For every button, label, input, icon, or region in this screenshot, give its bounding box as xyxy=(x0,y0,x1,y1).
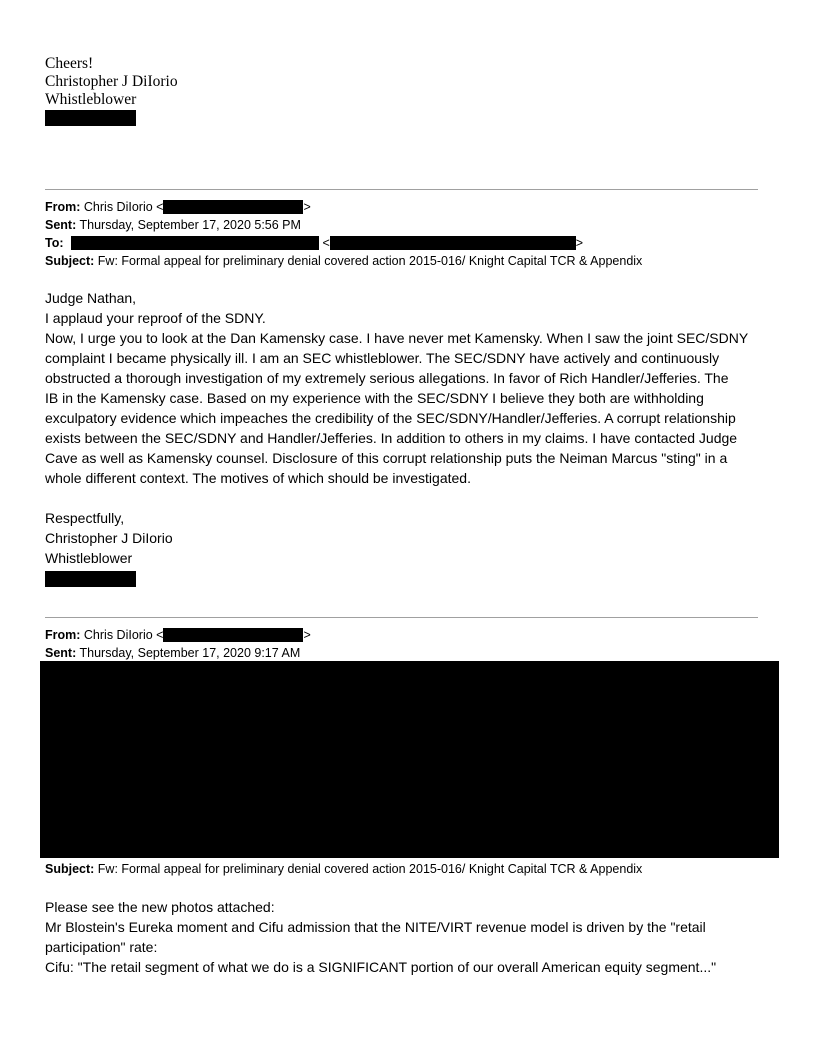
sig-title: Whistleblower xyxy=(45,550,133,566)
to-label: To: xyxy=(45,236,64,250)
body-line: IB in the Kamensky case. Based on my experience with the SEC/SDNY I believe they both are withholding xyxy=(45,390,704,406)
body-line: Cave as well as Kamensky counsel. Disclosure of this corrupt relationship puts the Neiman Marcus "sting" in a xyxy=(45,450,728,466)
from-label: From: xyxy=(45,628,81,642)
body-line: complaint I became physically ill. I am an SEC whistleblower. The SEC/SDNY have actively and continuously xyxy=(45,350,720,366)
redaction-inline xyxy=(163,628,303,642)
signature-title: Whistleblower xyxy=(45,91,137,108)
from-name: Chris DiIorio < xyxy=(83,628,164,642)
body-line: obstructed a thorough investigation of my extremely serious allegations. In favor of Rich Handler/Jefferies. The xyxy=(45,370,729,386)
body-line: Cifu: "The retail segment of what we do is a SIGNIFICANT portion of our overall American equity segment..." xyxy=(45,959,717,975)
redaction-inline xyxy=(163,200,303,214)
subject-value: Fw: Formal appeal for preliminary denial covered action 2015-016/ Knight Capital TCR & Appendix xyxy=(97,254,643,268)
subject-value: Fw: Formal appeal for preliminary denial covered action 2015-016/ Knight Capital TCR & Appendix xyxy=(97,862,643,876)
sent-label: Sent: xyxy=(45,218,77,232)
from-close: > xyxy=(303,200,311,214)
subject-label: Subject: xyxy=(45,254,95,268)
redaction-box xyxy=(45,110,136,126)
separator-rule xyxy=(45,617,758,618)
email1-to xyxy=(45,234,583,252)
body-line: Judge Nathan, xyxy=(45,290,137,306)
signature-closing: Cheers! xyxy=(45,55,94,72)
body-line: exists between the SEC/SDNY and Handler/Jefferies. In addition to others in my claims. I have contacted Judge xyxy=(45,430,738,446)
separator-rule xyxy=(45,189,758,190)
body-line: I applaud your reproof of the SDNY. xyxy=(45,310,266,326)
from-name: Chris DiIorio < xyxy=(83,200,164,214)
email2-subject xyxy=(45,860,642,878)
redaction-box xyxy=(45,571,136,587)
email1-from xyxy=(45,198,311,216)
to-open: < xyxy=(322,236,330,250)
sent-label: Sent: xyxy=(45,646,77,660)
from-close: > xyxy=(303,628,311,642)
email1-body xyxy=(45,288,748,488)
subject-label: Subject: xyxy=(45,862,95,876)
email1-subject xyxy=(45,252,642,270)
body-line: Please see the new photos attached: xyxy=(45,899,275,915)
signature-name: Christopher J DiIorio xyxy=(45,73,178,90)
body-line: Now, I urge you to look at the Dan Kamensky case. I have never met Kamensky. When I saw the joint SEC/SDNY xyxy=(45,330,749,346)
body-line: whole different context. The motives of which should be investigated. xyxy=(45,470,471,486)
redaction-inline xyxy=(71,236,319,250)
email2-sent xyxy=(45,644,300,662)
to-close: > xyxy=(575,236,584,250)
email2-body xyxy=(45,897,716,977)
sent-value: Thursday, September 17, 2020 5:56 PM xyxy=(79,218,301,232)
large-redaction-block xyxy=(40,661,779,858)
body-line: exculpatory evidence which impeaches the credibility of the SEC/SDNY/Handler/Jefferies. A corrupt relationship xyxy=(45,410,736,426)
body-line: participation" rate: xyxy=(45,939,158,955)
closing: Respectfully, xyxy=(45,510,125,526)
body-line: Mr Blostein's Eureka moment and Cifu admission that the NITE/VIRT revenue model is driven by the "retail xyxy=(45,919,706,935)
email1-sent xyxy=(45,216,301,234)
email2-from xyxy=(45,626,311,644)
from-label: From: xyxy=(45,200,81,214)
email1-signature xyxy=(45,508,173,568)
sig-name: Christopher J DiIorio xyxy=(45,530,173,546)
sent-value: Thursday, September 17, 2020 9:17 AM xyxy=(79,646,301,660)
redaction-inline xyxy=(330,236,576,250)
